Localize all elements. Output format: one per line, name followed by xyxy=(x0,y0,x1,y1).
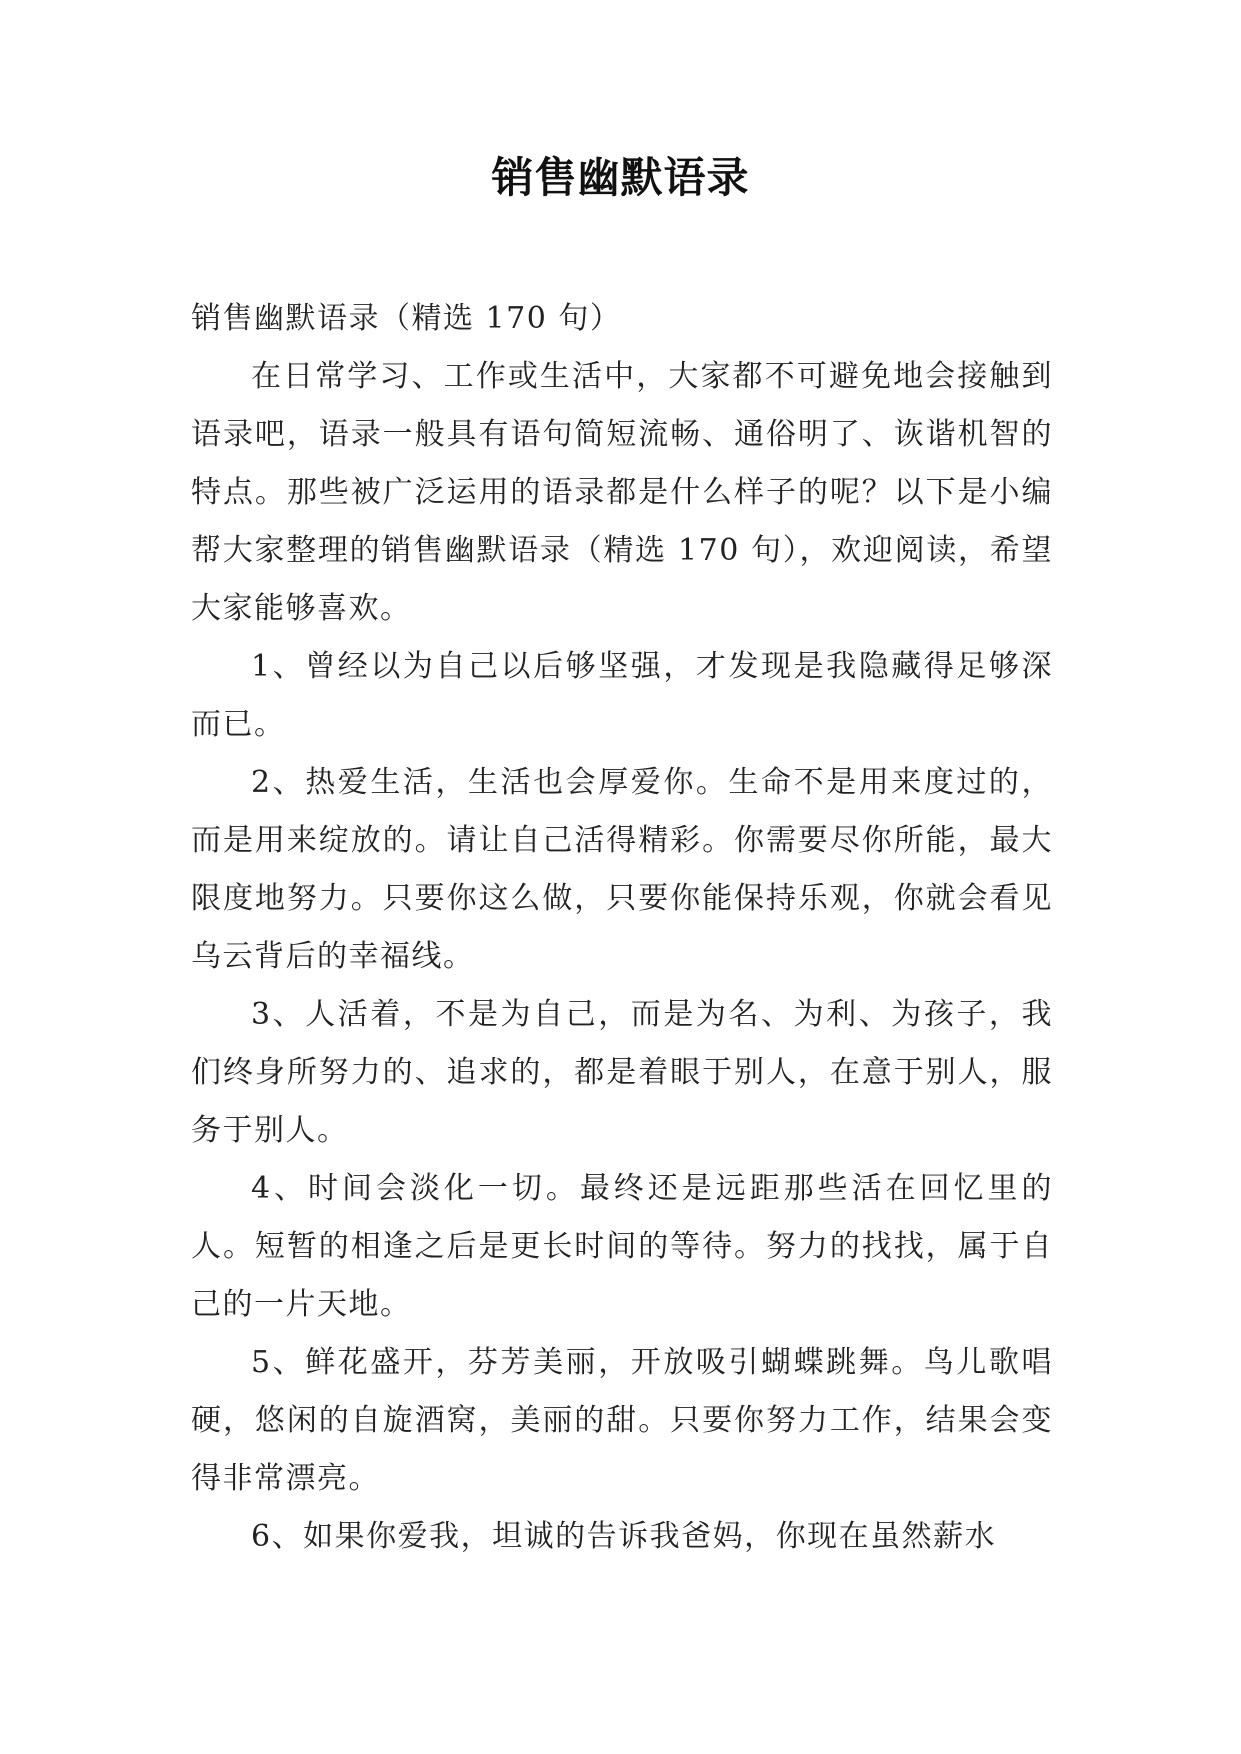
quote-item-6: 6、如果你爱我，坦诚的告诉我爸妈，你现在虽然薪水 xyxy=(251,1519,997,1554)
document-subtitle: 销售幽默语录（精选 170 句） xyxy=(191,301,622,336)
quote-item-1: 1、曾经以为自己以后够坚强，才发现是我隐藏得足够深而已。 xyxy=(191,649,1053,742)
document-body xyxy=(191,290,1053,1566)
intro-paragraph: 在日常学习、工作或生活中，大家都不可避免地会接触到语录吧，语录一般具有语句简短流畅、通俗明了、诙谐机智的特点。那些被广泛运用的语录都是什么样子的呢？以下是小编帮大家整理的销售幽默语录（精选 170 句），欢迎阅读，希望大家能够喜欢。 xyxy=(191,359,1053,626)
document-title: 销售幽默语录 xyxy=(491,153,750,202)
quote-item-3: 3、人活着，不是为自己，而是为名、为利、为孩子，我们终身所努力的、追求的，都是着眼于别人，在意于别人，服务于别人。 xyxy=(191,997,1053,1148)
quote-item-4: 4、时间会淡化一切。最终还是远距那些活在回忆里的人。短暂的相逢之后是更长时间的等待。努力的找找，属于自己的一片天地。 xyxy=(191,1171,1053,1322)
quote-item-5: 5、鲜花盛开，芬芳美丽，开放吸引蝴蝶跳舞。鸟儿歌唱硬，悠闲的自旋酒窝，美丽的甜。只要你努力工作，结果会变得非常漂亮。 xyxy=(191,1345,1053,1496)
quote-item-2: 2、热爱生活，生活也会厚爱你。生命不是用来度过的，而是用来绽放的。请让自己活得精彩。你需要尽你所能，最大限度地努力。只要你这么做，只要你能保持乐观，你就会看见乌云背后的幸福线。 xyxy=(191,765,1053,974)
